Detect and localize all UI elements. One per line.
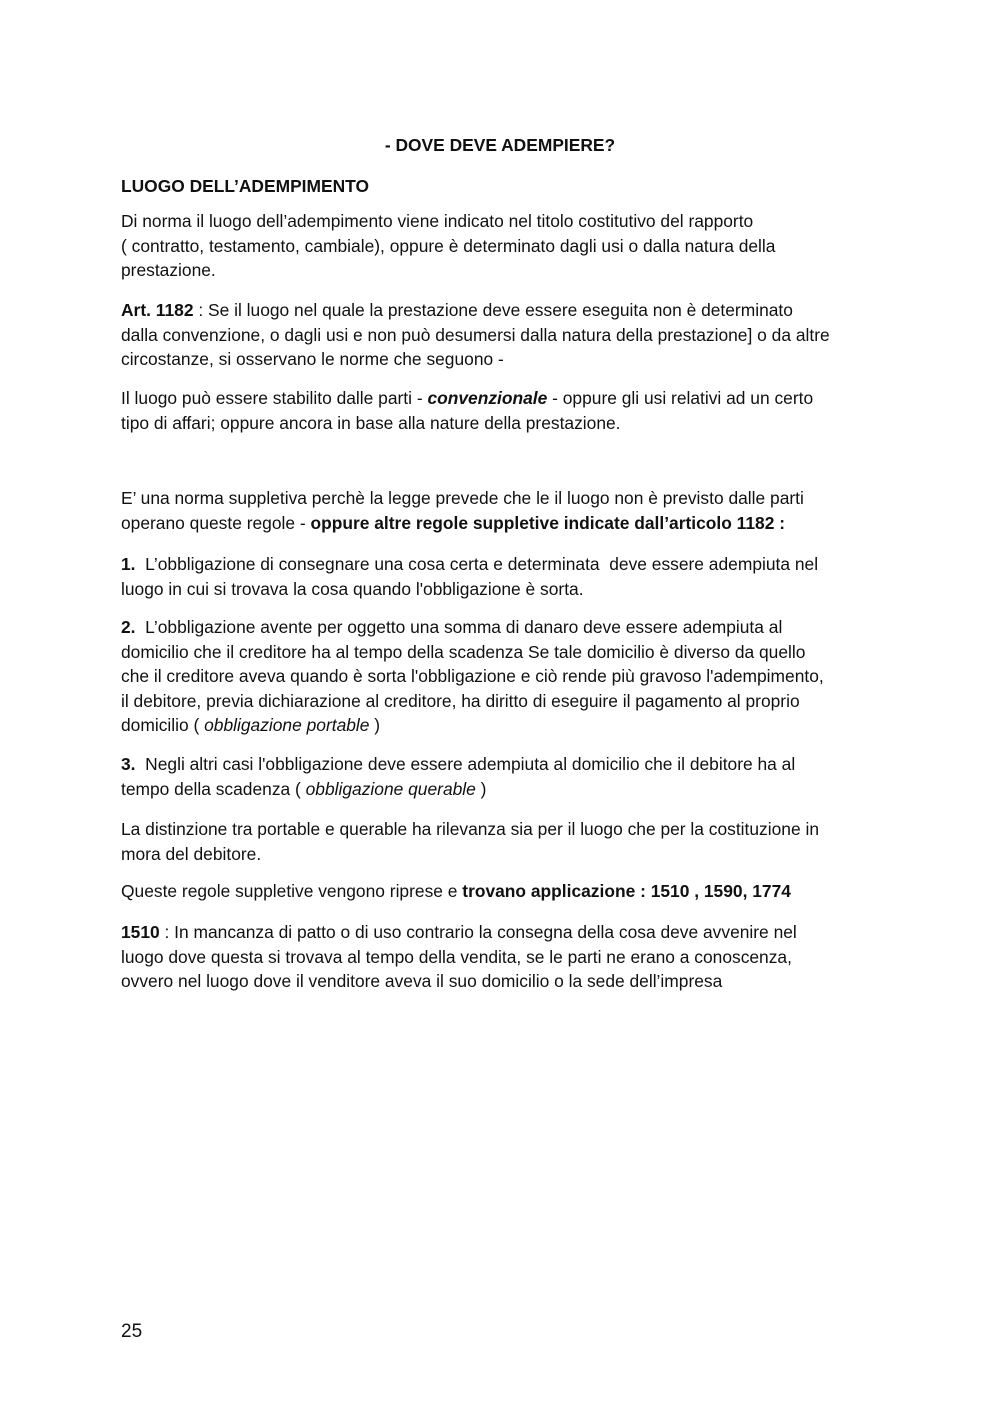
text-line: circostanze, si osservano le norme che seguono - <box>121 349 504 369</box>
text-line: - oppure gli usi relativi ad un certo <box>547 388 814 408</box>
item-number: 2. <box>121 617 136 637</box>
text-line: : In mancanza di patto o di uso contrario la consegna della cosa deve avvenire nel <box>159 922 797 942</box>
text-line: dalla convenzione, o dagli usi e non può desumersi dalla natura della prestazione] o da altre <box>121 324 830 345</box>
emphasis-term: obbligazione querable <box>305 778 476 799</box>
rule-item-2 <box>121 615 901 738</box>
application-paragraph <box>121 879 891 904</box>
suppletive-norm-paragraph <box>121 486 891 535</box>
emphasis-term: obbligazione portable <box>204 715 370 735</box>
section-heading: LUOGO DELL’ADEMPIMENTO <box>121 176 369 196</box>
text-line: E’ una norma suppletiva perchè la legge prevede che le il luogo non è previsto dalle parti <box>121 488 804 508</box>
text-line: L’obbligazione di consegnare una cosa certa e determinata deve essere adempiuta nel <box>135 554 819 574</box>
item-number: 3. <box>121 754 136 774</box>
text-line: ovvero nel luogo dove il venditore aveva il suo domicilio o la sede dell’impresa <box>121 971 723 991</box>
text-line: Di norma il luogo dell’adempimento viene indicato nel titolo costitutivo del rapporto <box>121 211 754 231</box>
article-label: Art. 1182 <box>121 300 194 320</box>
text-line: domicilio che il creditore ha al tempo della scadenza Se tale domicilio è diverso da quello <box>121 641 806 662</box>
text-line: il debitore, previa dichiarazione al creditore, ha diritto di eseguire il pagamento al proprio <box>121 690 800 711</box>
text-line: Queste regole suppletive vengono riprese e <box>121 881 463 901</box>
text-line: ) <box>475 778 487 799</box>
rule-item-1 <box>121 552 891 601</box>
text-line: operano queste regole - <box>121 512 311 533</box>
text-line: Negli altri casi l'obbligazione deve essere adempiuta al domicilio che il debitore ha al <box>135 754 796 774</box>
item-number: 1. <box>121 554 136 574</box>
text-line: tempo della scadenza ( <box>121 778 306 799</box>
text-line: luogo dove questa si trovava al tempo della vendita, se le parti ne erano a conoscenza, <box>121 946 792 967</box>
text-line: L’obbligazione avente per oggetto una somma di danaro deve essere adempiuta al <box>135 617 783 637</box>
article-label: 1510 <box>121 922 160 942</box>
text-line: tipo di affari; oppure ancora in base alla nature della prestazione. <box>121 412 621 433</box>
text-line: prestazione. <box>121 260 216 280</box>
text-line: : Se il luogo nel quale la prestazione deve essere eseguita non è determinato <box>193 300 793 320</box>
text-line: che il creditore aveva quando è sorta l'obbligazione e ciò rende più gravoso l'adempimento, <box>121 666 824 686</box>
portable-querable-paragraph <box>121 817 891 866</box>
text-line: luogo in cui si trovava la cosa quando l'obbligazione è sorta. <box>121 578 584 599</box>
conventional-place-paragraph <box>121 386 891 435</box>
bold-text: trovano applicazione : 1510 , 1590, 1774 <box>462 881 791 901</box>
text-line: Il luogo può essere stabilito dalle parti - <box>121 388 428 408</box>
text-line: mora del debitore. <box>121 843 262 864</box>
page-number: 25 <box>121 1321 143 1342</box>
text-line: domicilio ( <box>121 715 205 735</box>
emphasis-term: convenzionale <box>427 388 548 408</box>
rule-item-3 <box>121 752 891 801</box>
intro-paragraph <box>121 209 891 283</box>
text-line: ( contratto, testamento, cambiale), oppure è determinato dagli usi o dalla natura della <box>121 235 776 256</box>
text-line: ) <box>369 715 381 735</box>
bold-text: oppure altre regole suppletive indicate dall’articolo 1182 : <box>310 512 786 533</box>
page-title: - DOVE DEVE ADEMPIERE? <box>384 135 616 155</box>
text-line: La distinzione tra portable e querable ha rilevanza sia per il luogo che per la costituzione in <box>121 819 819 839</box>
article-1510-paragraph <box>121 920 891 994</box>
article-1182-paragraph <box>121 298 891 372</box>
